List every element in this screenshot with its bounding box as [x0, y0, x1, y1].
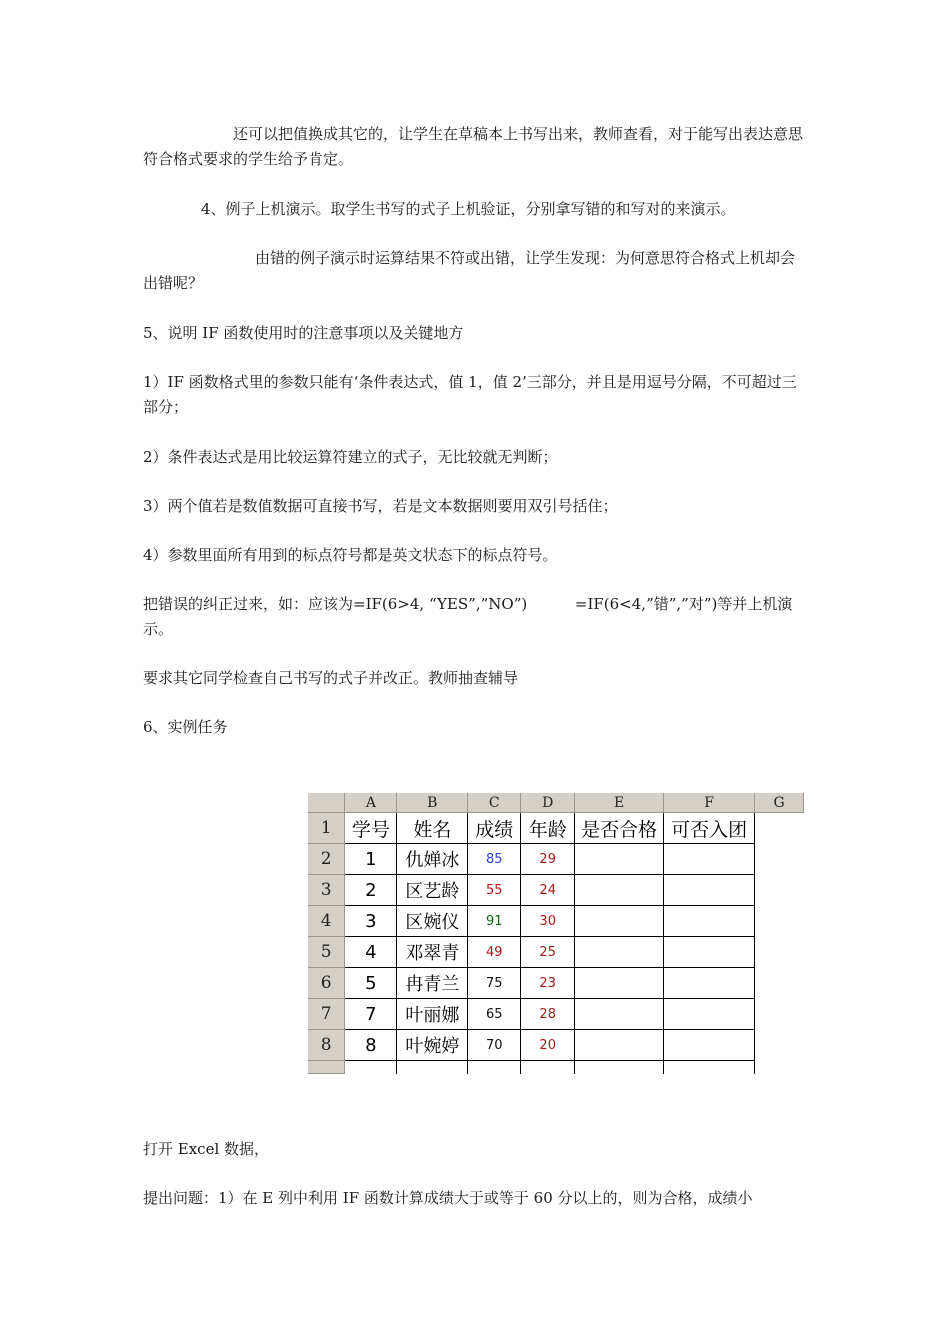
paragraph-3: 由错的例子演示时运算结果不符或出错，让学生发现：为何意思符合格式上机却会出错呢？: [143, 249, 796, 292]
cell-g[interactable]: [755, 1030, 804, 1061]
paragraph-9: 把错误的纠正过来，如：应该为=IF(6>4, “YES”,”NO”) =IF(6<4,”错”,”对”)等并上机演示。: [143, 595, 793, 638]
cell-pass-result[interactable]: [575, 875, 664, 906]
cell-g[interactable]: [755, 906, 804, 937]
table-row: [308, 844, 804, 875]
cell-g[interactable]: [755, 875, 804, 906]
cell-age[interactable]: 20: [521, 1030, 575, 1061]
cell-pass-result[interactable]: [575, 906, 664, 937]
cell-score[interactable]: 70: [468, 1030, 521, 1061]
cell-age[interactable]: 25: [521, 937, 575, 968]
cell-student-name[interactable]: 叶丽娜: [397, 999, 468, 1030]
cell-student-id[interactable]: 3: [345, 906, 397, 937]
row-header-4[interactable]: 4: [308, 906, 345, 937]
cell-pass-result[interactable]: [575, 968, 664, 999]
row-header-6[interactable]: 6: [308, 968, 345, 999]
cell-b9[interactable]: [397, 1061, 468, 1074]
table-row: [308, 906, 804, 937]
cell-g[interactable]: [755, 968, 804, 999]
table-row: [308, 937, 804, 968]
cell-pass-result[interactable]: [575, 844, 664, 875]
cell-age[interactable]: 24: [521, 875, 575, 906]
cell-header-score[interactable]: 成绩: [468, 813, 521, 844]
cell-league-result[interactable]: [664, 937, 755, 968]
cell-student-id[interactable]: 1: [345, 844, 397, 875]
cell-g1[interactable]: [755, 813, 804, 844]
paragraph-7: 3）两个值若是数值数据可直接书写，若是文本数据则要用双引号括住；: [143, 497, 618, 515]
cell-e9[interactable]: [575, 1061, 664, 1074]
paragraph-1: 还可以把值换成其它的，让学生在草稿本上书写出来，教师查看，对于能写出表达意思符合格式要求的学生给予肯定。: [143, 125, 804, 168]
cell-league-result[interactable]: [664, 906, 755, 937]
cell-g[interactable]: [755, 999, 804, 1030]
row-header-8[interactable]: 8: [308, 1030, 345, 1061]
cell-age[interactable]: 29: [521, 844, 575, 875]
paragraph-12: 打开 Excel 数据，: [143, 1140, 270, 1158]
cell-score[interactable]: 91: [468, 906, 521, 937]
paragraph-5: 1）IF 函数格式里的参数只能有‘条件表达式，值 1，值 2’三部分，并且是用逗号分隔，不可超过三部分；: [143, 373, 797, 416]
cell-header-id[interactable]: 学号: [345, 813, 397, 844]
cell-score[interactable]: 85: [468, 844, 521, 875]
partial-row-9: [308, 1061, 804, 1074]
cell-f9[interactable]: [664, 1061, 755, 1074]
cell-score[interactable]: 49: [468, 937, 521, 968]
cell-d9[interactable]: [521, 1061, 575, 1074]
column-header-a[interactable]: A: [345, 793, 397, 813]
cell-pass-result[interactable]: [575, 1030, 664, 1061]
cell-g9[interactable]: [755, 1061, 804, 1074]
cell-league-result[interactable]: [664, 875, 755, 906]
cell-header-age[interactable]: 年龄: [521, 813, 575, 844]
row-header-3[interactable]: 3: [308, 875, 345, 906]
paragraph-8: 4）参数里面所有用到的标点符号都是英文状态下的标点符号。: [143, 546, 558, 564]
cell-student-id[interactable]: 5: [345, 968, 397, 999]
cell-student-name[interactable]: 叶婉婷: [397, 1030, 468, 1061]
row-header-2[interactable]: 2: [308, 844, 345, 875]
column-header-g[interactable]: G: [755, 793, 804, 813]
cell-student-id[interactable]: 7: [345, 999, 397, 1030]
cell-student-id[interactable]: 2: [345, 875, 397, 906]
row-header-5[interactable]: 5: [308, 937, 345, 968]
spreadsheet-table: [308, 793, 804, 1074]
row-header-7[interactable]: 7: [308, 999, 345, 1030]
cell-header-name[interactable]: 姓名: [397, 813, 468, 844]
cell-league-result[interactable]: [664, 968, 755, 999]
paragraph-2: 4、例子上机演示。取学生书写的式子上机验证，分别拿写错的和写对的来演示。: [201, 200, 736, 218]
column-header-row: [308, 793, 804, 813]
column-header-d[interactable]: D: [521, 793, 575, 813]
cell-student-id[interactable]: 8: [345, 1030, 397, 1061]
table-row: [308, 999, 804, 1030]
paragraph-13: 提出问题：1）在 E 列中利用 IF 函数计算成绩大于或等于 60 分以上的，则为合格，成绩小: [143, 1189, 753, 1207]
row-header-1[interactable]: 1: [308, 813, 345, 844]
cell-g[interactable]: [755, 937, 804, 968]
column-header-f[interactable]: F: [664, 793, 755, 813]
spreadsheet-screenshot: [308, 793, 804, 1076]
cell-league-result[interactable]: [664, 1030, 755, 1061]
cell-c9[interactable]: [468, 1061, 521, 1074]
paragraph-4: 5、说明 IF 函数使用时的注意事项以及关键地方: [143, 324, 464, 342]
cell-score[interactable]: 55: [468, 875, 521, 906]
cell-pass-result[interactable]: [575, 937, 664, 968]
column-header-e[interactable]: E: [575, 793, 664, 813]
cell-a9[interactable]: [345, 1061, 397, 1074]
cell-score[interactable]: 65: [468, 999, 521, 1030]
cell-student-name[interactable]: 仇婵冰: [397, 844, 468, 875]
cell-student-name[interactable]: 冉青兰: [397, 968, 468, 999]
cell-age[interactable]: 28: [521, 999, 575, 1030]
column-header-b[interactable]: B: [397, 793, 468, 813]
header-row: [308, 813, 804, 844]
cell-student-name[interactable]: 邓翠青: [397, 937, 468, 968]
table-row: [308, 968, 804, 999]
cell-student-name[interactable]: 区艺龄: [397, 875, 468, 906]
cell-header-league[interactable]: 可否入团: [664, 813, 755, 844]
select-all-corner[interactable]: [308, 793, 345, 813]
cell-header-pass[interactable]: 是否合格: [575, 813, 664, 844]
cell-age[interactable]: 23: [521, 968, 575, 999]
column-header-c[interactable]: C: [468, 793, 521, 813]
paragraph-11: 6、实例任务: [143, 718, 228, 736]
paragraph-6: 2）条件表达式是用比较运算符建立的式子，无比较就无判断；: [143, 448, 558, 466]
cell-age[interactable]: 30: [521, 906, 575, 937]
cell-league-result[interactable]: [664, 844, 755, 875]
cell-score[interactable]: 75: [468, 968, 521, 999]
cell-student-id[interactable]: 4: [345, 937, 397, 968]
cell-league-result[interactable]: [664, 999, 755, 1030]
row-header-9[interactable]: [308, 1061, 345, 1074]
table-row: [308, 875, 804, 906]
paragraph-10: 要求其它同学检查自己书写的式子并改正。教师抽查辅导: [143, 669, 519, 687]
cell-pass-result[interactable]: [575, 999, 664, 1030]
cell-g[interactable]: [755, 844, 804, 875]
cell-student-name[interactable]: 区婉仪: [397, 906, 468, 937]
table-row: [308, 1030, 804, 1061]
